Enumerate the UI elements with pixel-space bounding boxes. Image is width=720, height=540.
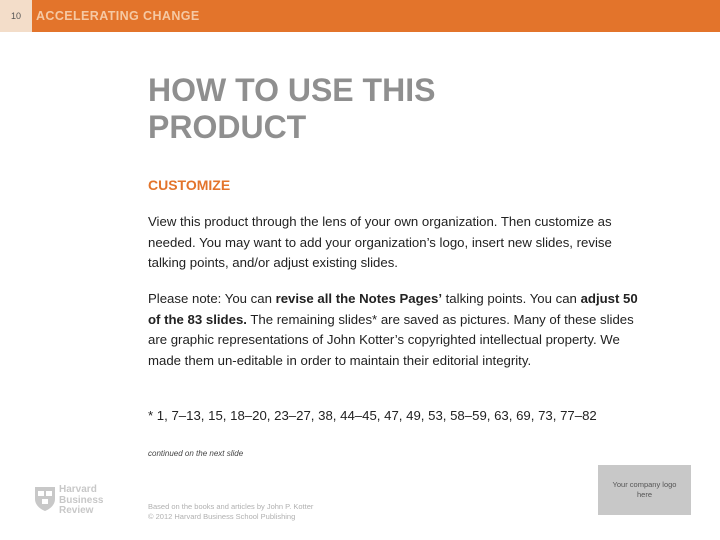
note-text-2: talking points. You can	[441, 291, 581, 306]
hbr-line-1: Harvard	[59, 484, 97, 495]
note-bold-2: adjust 50 of the 83 slides.	[148, 291, 638, 327]
page-number: 10	[0, 0, 32, 32]
hbr-line-2: Business	[59, 494, 104, 506]
title-line-1: HOW TO USE THIS	[148, 72, 436, 108]
hbr-line-3: Review	[59, 505, 94, 516]
note-text-3: The remaining slides* are saved as pictures. Many of these slides are graphic representations of John Kotter’s copyrighted intellectual property. We made them un-editable in order to maintain their editorial integrity.	[148, 311, 634, 368]
continued-note: continued on the next slide	[148, 449, 244, 458]
note-bold-1: revise all the Notes Pages’	[275, 291, 442, 306]
note-paragraph	[148, 289, 648, 371]
shield-icon	[34, 486, 56, 512]
hbr-wordmark	[59, 485, 103, 517]
header-bar	[0, 0, 720, 32]
section-title: ACCELERATING CHANGE	[36, 9, 200, 23]
footer-credits	[148, 502, 313, 522]
page-title	[148, 72, 608, 146]
footnote: * 1, 7–13, 15, 18–20, 23–27, 38, 44–45, 47, 49, 53, 58–59, 63, 69, 73, 77–82	[148, 408, 597, 423]
title-line-2: PRODUCT	[148, 109, 307, 145]
customize-heading: CUSTOMIZE	[148, 177, 231, 193]
intro-paragraph: View this product through the lens of your own organization. Then customize as needed. You may want to add your organization’s logo, insert new slides, revise talking points, and/or adjust existing slides.	[148, 214, 612, 271]
note-text-1: Please note: You can	[148, 291, 276, 306]
hbr-logo	[34, 485, 118, 517]
footer-line-1: Based on the books and articles by John P. Kotter	[148, 502, 314, 511]
company-logo-placeholder: Your company logo here	[598, 465, 691, 515]
footer-line-2: © 2012 Harvard Business School Publishing	[148, 512, 296, 521]
